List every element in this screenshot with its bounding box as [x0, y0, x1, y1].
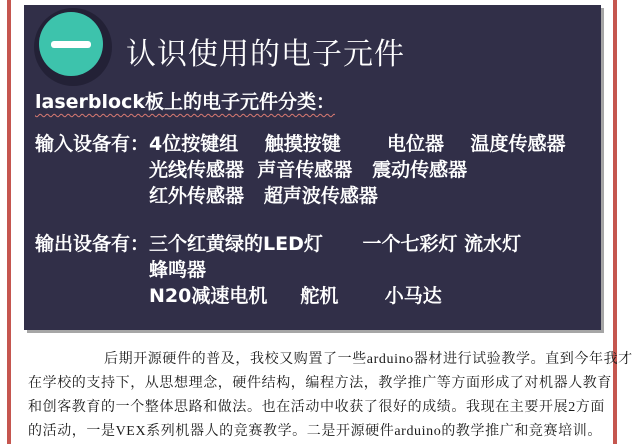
body-paragraph — [28, 348, 633, 444]
output-devices-label: 输出设备有： — [35, 233, 150, 255]
right-accent-line — [613, 0, 617, 444]
paragraph-line: 和创客教育的一个整体思路和做法。也在活动中收获了很好的成绩。我现在主要开展2方面 — [28, 400, 605, 415]
input-devices-list — [149, 131, 565, 209]
input-devices-line: 4位按键组 触摸按键 电位器 温度传感器 — [149, 133, 566, 155]
input-devices-line: 红外传感器 超声波传感器 — [149, 185, 378, 207]
paragraph-line: 的活动，一是VEX系列机器人的竞赛教学。二是开源硬件arduino的教学推广和竞赛培训。 — [28, 424, 602, 439]
input-devices-line: 光线传感器 声音传感器 震动传感器 — [149, 159, 468, 181]
number-one-dash-icon — [51, 41, 91, 48]
paragraph-line: 在学校的支持下，从思想理念，硬件结构，编程方法，教学推广等方面形成了对机器人教育 — [28, 376, 612, 391]
badge-circle — [39, 12, 103, 76]
slide-panel — [24, 5, 601, 330]
section-number-badge — [34, 8, 112, 86]
input-devices-section — [35, 131, 565, 209]
input-devices-label: 输入设备有： — [35, 133, 150, 155]
slide-title: 认识使用的电子元件 — [126, 37, 405, 72]
slide-subtitle: laserblock板上的电子元件分类： — [35, 91, 335, 113]
output-devices-section — [35, 231, 521, 309]
output-devices-line: 蜂鸣器 — [149, 259, 207, 281]
paragraph-line: 后期开源硬件的普及，我校又购置了一些arduino器材进行试验教学。直到今年我才 — [104, 352, 633, 367]
output-devices-list — [149, 231, 521, 309]
output-devices-line: 三个红黄绿的LED灯 一个七彩灯 流水灯 — [149, 233, 522, 255]
left-accent-line — [7, 0, 11, 444]
output-devices-line: N20减速电机 舵机 小马达 — [149, 285, 442, 307]
